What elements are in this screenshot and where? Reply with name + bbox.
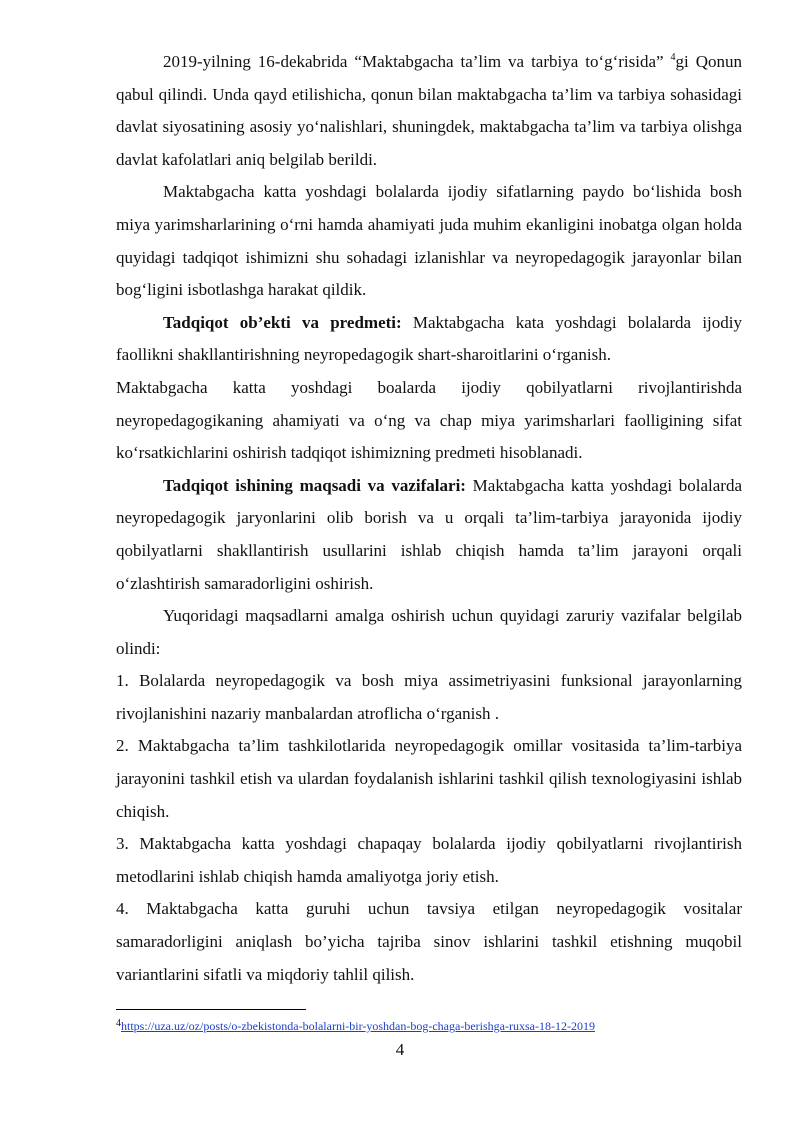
- paragraph-law: 2019-yilning 16-dekabrida “Maktabgacha ta’lim va tarbiya to‘g‘risida” $^4$gi Qonun qabul qilindi. Unda qayd etilishicha, qonun bilan maktabgacha ta’lim va tarbiya sohasidagi davlat siyosatining asosiy yo‘nalishlari, shuningdek, maktabgacha ta’lim va tarbiya olishga davlat kafolatlari aniq belgilab berildi.: [116, 52, 743, 169]
- footnote-number: 4: [116, 1018, 121, 1029]
- list-item: 1. Bolalarda neyropedagogik va bosh miya assimetriyasini funksional jarayonlarning rivojlanishini nazariy manbalardan atroflicha o‘rganish .: [116, 671, 742, 723]
- heading-goals: Tadqiqot ishining maqsadi va vazifalari:: [163, 475, 466, 495]
- list-item: 3. Maktabgacha katta yoshdagi chapaqay bolalarda ijodiy qobilyatlarni rivojlantirish metodlarini ishlab chiqish hamda amaliyotga joriy etish.: [116, 834, 742, 886]
- footnote-link[interactable]: https://uza.uz/oz/posts/o-zbekistonda-bolalarni-bir-yoshdan-bog-chaga-berishga-ruxsa-18-12-2019: [121, 1019, 595, 1033]
- paragraph-object: Tadqiqot ob’ekti va predmeti: Maktabgacha kata yoshdagi bolalarda ijodiy faollikni shakllantirishning neyropedagogik shart-sharoitlarini o‘rganish.: [116, 312, 742, 365]
- heading-object: Tadqiqot ob’ekti va predmeti:: [163, 312, 402, 332]
- list-item: 2. Maktabgacha ta’lim tashkilotlarida neyropedagogik omillar vositasida ta’lim-tarbiya jarayonini tashkil etish va ulardan foydalanish ishlarini tashkil qilish texnologiyasini ishlab chiqish.: [116, 736, 742, 821]
- paragraph-subject: Maktabgacha katta yoshdagi boalarda ijodiy qobilyatlarni rivojlantirishda neyropedagogikaning ahamiyati va o‘ng va chap miya yarimsharlari faolligining sifat ko‘rsatkichlarini oshirish tadqiqot ishimizning predmeti hisoblanadi.: [116, 377, 742, 463]
- list-item: 4. Maktabgacha katta guruhi uchun tavsiya etilgan neyropedagogik vositalar samaradorligini aniqlash bo’yicha tajriba sinov ishlarini tashkil etishning muqobil variantlarini sifatli va miqdoriy tahlil qilish.: [116, 899, 742, 984]
- footnote-ref[interactable]: 4: [670, 52, 676, 63]
- page-number: 4: [395, 1040, 405, 1059]
- paragraph-hemispheres: Maktabgacha katta yoshdagi bolalarda ijodiy sifatlarning paydo bo‘lishida bosh miya yarimsharlarining o‘rni hamda ahamiyati juda muhim ekanligini inobatga olgan holda quyidagi tadqiqot ishimizni shu sohadagi izlanishlar va neyropedagogik jarayonlar bilan bog‘ligini isbotlashga harakat qildik.: [116, 182, 742, 300]
- body-text: [116, 46, 742, 991]
- paragraph-goals: Tadqiqot ishining maqsadi va vazifalari: Maktabgacha katta yoshdagi bolalarda neyropedagogik jaryonlarini olib borish va u orqali ta’lim-tarbiya jarayonida ijodiy qobilyatlarni shakllantirish usullarini ishlab chiqish hamda ta’lim jarayoni orqali o‘zlashtirish samaradorligini oshirish.: [116, 475, 742, 593]
- footnote: [116, 1018, 595, 1034]
- footnote-divider: [116, 1009, 306, 1010]
- paragraph-tasks-intro: Yuqoridagi maqsadlarni amalga oshirish uchun quyidagi zaruriy vazifalar belgilab olindi:: [116, 606, 742, 658]
